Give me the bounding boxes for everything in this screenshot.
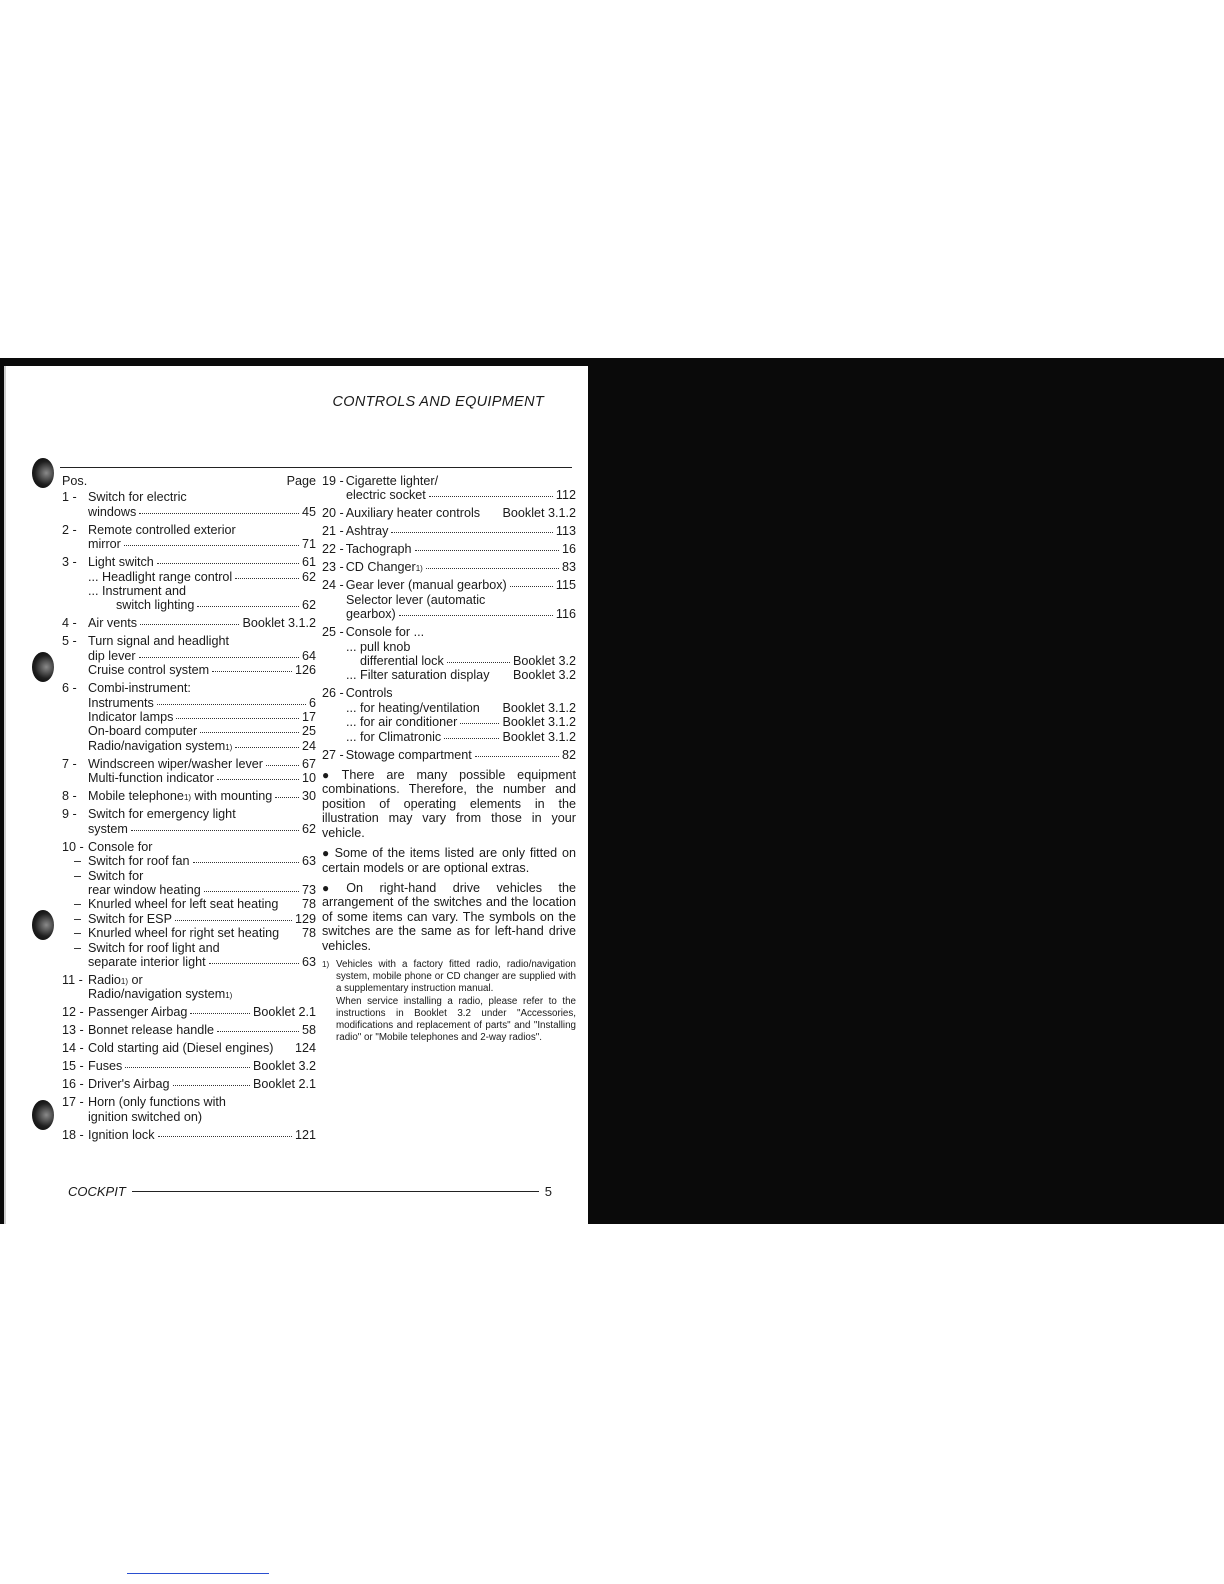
entry-text: Light switch [88,555,154,570]
entry-line [62,840,316,854]
entry-line [62,710,316,724]
footnote-text: When service installing a radio, please refer to the instructions in Booklet 3.2 under "Accessories, modifications and replacement of parts" and "Installing radio" or "Mobile telephones and 2-way radios". [336,995,576,1044]
entry-text: Radio/navigation system [88,987,226,1002]
entry-text: Fuses [88,1059,123,1074]
dot-leader [444,737,499,739]
entry-text: ignition switched on) [88,1109,203,1124]
dot-leader [266,764,299,766]
entry-text: Passenger Airbag [88,1005,188,1020]
page-reference: 17 [301,710,316,725]
entry-text: Combi-instrument: [88,681,191,696]
page-reference: 78 [301,926,316,941]
entry-line [62,1128,316,1142]
entry-text: switch lighting [116,598,195,613]
entry-line [62,941,316,955]
entry-text: Cold starting aid (Diesel engines) [88,1041,274,1056]
entry-text: Knurled wheel for left seat heating [88,897,279,912]
dot-leader [460,722,499,724]
dot-leader [275,796,299,798]
position-number: 26 - [322,686,344,701]
dot-leader [483,514,499,515]
punch-hole-icon [32,652,54,682]
dash-icon: – [74,926,82,941]
page-reference: 58 [301,1023,316,1038]
page-reference: 112 [555,488,576,503]
entry-line [322,607,576,621]
position-entry [62,1005,316,1019]
page-reference: 24 [301,738,316,753]
entry-line [62,807,316,821]
entry-line: 11 - Radio 1) or [62,972,143,987]
dot-leader [190,1012,250,1014]
position-number: 19 - [322,474,344,488]
entry-line [62,897,316,911]
entry-line [322,654,576,668]
entry-text: Turn signal and headlight [88,634,229,649]
page-reference: 115 [555,578,576,593]
position-number: 20 - [322,506,344,521]
position-number: 4 - [62,616,77,631]
dot-leader [197,605,299,607]
note-text: There are many possible equipment combinations. Therefore, the number and position of operating elements in the illustration may vary from those in your vehicle. [322,768,576,840]
entry-text: differential lock [360,654,444,669]
entry-text: Multi-function indicator [88,771,214,786]
entry-line [62,1041,316,1055]
page-reference: Booklet 3.2 [512,668,576,683]
position-number: 22 - [322,542,344,557]
entry-line [322,524,576,538]
entry-line [62,1110,316,1124]
entry-text: Remote controlled exterior [88,522,236,537]
position-number: 13 - [62,1023,84,1038]
entry-line [62,1077,316,1091]
page-reference: Booklet 3.1.2 [502,700,576,715]
entry-line [62,955,316,969]
position-number: 25 - [322,625,344,640]
entry-line [322,686,576,700]
punch-hole-icon [32,458,54,488]
position-entry [62,789,316,803]
entry-text: Ignition lock [88,1127,155,1142]
entry-text: Bonnet release handle [88,1023,215,1038]
bullet-icon: ● [322,880,343,895]
dash-icon: – [74,868,82,883]
entry-line [322,748,576,762]
page-reference: 82 [561,747,576,762]
dot-leader [447,661,510,663]
entry-line [62,681,316,695]
page-reference: 45 [301,504,316,519]
entry-line [62,854,316,868]
right-entry-list [322,474,576,762]
page-reference: Booklet 3.1.2 [502,729,576,744]
footer-title: COCKPIT [68,1184,126,1199]
entry-text: Tachograph [345,542,412,557]
entry-text: Switch for [88,868,144,883]
page-reference: Booklet 3.1.2 [502,506,576,521]
dot-leader [139,656,299,658]
position-entry [62,973,316,1002]
entry-line [62,634,316,648]
entry-text: system [88,821,128,836]
entry-line [62,724,316,738]
entry-text: Console for [88,839,153,854]
entry-line [62,555,316,569]
position-entry [62,1023,316,1037]
page-reference: 129 [294,911,316,926]
note-paragraph [322,881,576,953]
page-reference: 78 [301,897,316,912]
dot-leader [510,585,553,587]
entry-text: Switch for ESP [88,911,172,926]
footnote [322,959,576,1044]
entry-line [322,701,576,715]
entry-line [62,883,316,897]
position-number: 11 - [62,972,83,987]
page-reference: 61 [301,555,316,570]
page-reference: 116 [555,607,576,622]
position-number: 6 - [62,681,77,696]
entry-line: 23 - CD Changer 1) 83 [322,560,576,575]
entry-text: Switch for roof fan [88,854,190,869]
entry-text: Radio/navigation system [88,738,226,753]
note-paragraph [322,768,576,840]
page-reference: 83 [561,560,576,575]
entry-text: Ashtray [345,524,389,539]
position-entry [62,757,316,786]
footnote-text: Vehicles with a factory fitted radio, radio/navigation system, mobile phone or CD changer are supplied with a supplementary instruction manual. [336,958,576,995]
entry-line [322,593,576,607]
position-entry [322,625,576,683]
dot-leader [235,746,299,748]
entry-text: Horn (only functions with [88,1095,226,1110]
position-number: 3 - [62,555,77,570]
position-entry [62,616,316,630]
position-number: 8 - [62,789,77,804]
entry-text: ... for air conditioner [346,715,458,730]
entry-line [62,505,316,519]
page-reference: Booklet 2.1 [252,1077,316,1092]
position-number: 24 - [322,578,344,593]
entry-line: 8 - Mobile telephone 1) with mounting 30 [62,789,316,804]
entry-text: electric socket [346,488,426,503]
page-reference: 67 [301,756,316,771]
page-reference: 126 [294,663,316,678]
bottom-rule [127,1573,269,1574]
entry-line [62,598,316,612]
dot-leader [158,1135,292,1137]
page-reference: 63 [301,854,316,869]
dot-leader [217,778,299,780]
right-column [322,474,576,1044]
left-column [62,474,316,1146]
position-entry [62,807,316,836]
dot-leader [426,567,559,569]
entry-text: Switch for roof light and [88,940,220,955]
entry-text: rear window heating [88,882,201,897]
entry-text: Switch for emergency light [88,807,236,822]
entry-line [62,912,316,926]
position-entry [322,524,576,538]
position-number: 9 - [62,807,77,822]
position-entry [62,1077,316,1091]
entry-text: Controls [345,686,393,701]
entry-line [62,490,316,504]
dot-leader [193,861,299,863]
entry-text: Radio [88,972,121,987]
page-reference: 62 [301,598,316,613]
left-entry-list [62,490,316,1142]
entry-text: with mounting [191,789,273,804]
dot-leader [277,1049,292,1050]
position-number: 15 - [62,1059,84,1074]
page-reference: 73 [301,882,316,897]
running-head: CONTROLS AND EQUIPMENT [332,394,544,410]
position-number: 14 - [62,1041,84,1056]
position-entry [322,686,576,744]
position-entry [62,523,316,552]
entry-text: windows [88,504,137,519]
entry-line [322,542,576,556]
page-reference: Booklet 3.1.2 [242,616,316,631]
column-header [62,474,316,488]
entry-text: gearbox) [346,607,396,622]
page-footer [68,1184,552,1199]
page-reference: 124 [294,1041,316,1056]
entry-text: mirror [88,537,121,552]
page-reference: Booklet 3.1.2 [502,715,576,730]
entry-line [62,869,316,883]
punch-hole-icon [32,910,54,940]
entry-text: dip lever [88,648,136,663]
entry-text: Windscreen wiper/washer lever [88,756,263,771]
entry-text: ... for heating/ventilation [346,700,480,715]
entry-text: separate interior light [88,954,206,969]
position-number: 2 - [62,522,77,537]
position-entry [322,542,576,556]
entry-line [62,523,316,537]
entry-line [62,696,316,710]
entry-line [322,578,576,592]
entry-line [62,1059,316,1073]
dot-leader [493,676,510,677]
position-entry [62,634,316,677]
dot-leader [139,512,299,514]
position-entry [62,1059,316,1073]
position-entry [322,506,576,520]
dot-leader [157,703,306,705]
entry-line [62,822,316,836]
dot-leader [173,1084,250,1086]
position-entry [322,578,576,621]
entry-line [322,640,576,654]
entry-text: Knurled wheel for right set heating [88,926,280,941]
page-reference: Booklet 3.2 [252,1059,316,1074]
page-reference: 30 [301,789,316,804]
bullet-icon: ● [322,846,331,861]
position-entry [62,555,316,613]
dot-leader [391,531,553,533]
entry-text: Driver's Airbag [88,1077,170,1092]
entry-line [62,1005,316,1019]
page-reference: 62 [301,821,316,836]
note-paragraph [322,846,576,875]
page-reference: 63 [301,954,316,969]
entry-line [62,570,316,584]
dash-icon: – [74,911,82,926]
page-reference: 62 [301,569,316,584]
bullet-icon: ● [322,768,338,783]
page-reference: 6 [308,695,316,710]
entry-text: Indicator lamps [88,710,174,725]
entry-text: Cruise control system [88,663,210,678]
entry-line [62,584,316,598]
dot-leader [131,829,299,831]
position-number: 1 - [62,490,77,505]
position-entry [62,681,316,753]
page-reference: 25 [301,724,316,739]
note-text: On right-hand drive vehicles the arrangement of the switches and the location of some items can vary. The symbols on the switches are the same as for left-hand drive vehicles. [322,880,577,953]
page-reference: 113 [555,524,576,539]
entry-text: ... Instrument and [88,584,187,599]
dot-leader [157,562,299,564]
dash-icon: – [74,940,82,955]
entry-line [322,506,576,520]
page-heading: Page [286,474,316,488]
page-reference: 121 [294,1127,316,1142]
position-entry [322,474,576,503]
dot-leader [176,717,299,719]
manual-page [4,366,588,1224]
entry-text: Selector lever (automatic [346,592,486,607]
entry-text: CD Changer [345,560,416,575]
entry-text: ... pull knob [346,639,411,654]
position-entry [322,748,576,762]
position-number: 21 - [322,524,344,539]
dot-leader [125,1066,250,1068]
entry-line [62,1023,316,1037]
dot-leader [212,670,292,672]
entry-line [322,715,576,729]
entry-line [322,668,576,682]
entry-line [62,537,316,551]
entry-line [322,474,576,488]
entry-text: Stowage compartment [345,747,472,762]
position-entry [62,1128,316,1142]
entry-line [62,663,316,677]
entry-line [62,926,316,940]
dash-icon: – [74,854,82,869]
entry-text: Cigarette lighter/ [345,474,439,488]
page-number: 5 [544,1184,552,1199]
footnote-mark: 1) [322,959,330,969]
entry-text: Console for ... [345,625,425,640]
page-reference: 71 [301,537,316,552]
pos-heading: Pos. [62,474,88,488]
entry-line [62,771,316,785]
dot-leader [235,577,299,579]
entry-line [62,616,316,630]
entry-text: ... Headlight range control [88,569,233,584]
entry-line [322,488,576,502]
entry-text: Auxiliary heater controls [345,506,481,521]
entry-line: Radio/navigation system 1) 24 [88,738,316,753]
dot-leader [282,934,299,935]
entry-text: Gear lever (manual gearbox) [345,578,507,593]
entry-line [62,1095,316,1109]
dot-leader [415,549,559,551]
dot-leader [140,623,239,625]
entry-line [322,730,576,744]
dot-leader [124,544,299,546]
dot-leader [204,890,299,892]
position-entry [62,1095,316,1124]
page-reference: 64 [301,648,316,663]
position-number: 23 - [322,560,344,575]
position-entry [62,1041,316,1055]
entry-text: On-board computer [88,724,198,739]
position-number: 7 - [62,756,77,771]
position-number: 12 - [62,1005,84,1020]
entry-text: ... for Climatronic [346,729,442,744]
dot-leader [429,495,553,497]
position-number: 18 - [62,1127,84,1142]
dot-leader [281,905,299,906]
entry-line [62,649,316,663]
page-reference: 16 [561,542,576,557]
entry-line [62,757,316,771]
dot-leader [399,614,553,616]
page-reference: 10 [301,771,316,786]
entry-line: Radio/navigation system 1) [88,987,233,1002]
dot-leader [217,1030,299,1032]
entry-text: Air vents [88,616,137,631]
note-text: Some of the items listed are only fitted on certain models or are optional extras. [322,846,576,875]
position-number: 5 - [62,634,77,649]
dot-leader [475,755,559,757]
footer-rule [132,1191,539,1192]
dash-icon: – [74,897,82,912]
position-number: 27 - [322,747,344,762]
punch-hole-icon [32,1100,54,1130]
position-number: 16 - [62,1077,84,1092]
dot-leader [209,962,299,964]
entry-text: ... Filter saturation display [346,668,490,683]
entry-text: or [128,972,143,987]
entry-text: Mobile telephone [88,789,184,804]
position-number: 10 - [62,839,84,854]
dot-leader [175,919,292,921]
header-rule [60,467,572,468]
entry-text: Instruments [88,695,154,710]
dot-leader [483,709,500,710]
dot-leader [200,731,299,733]
page-reference: Booklet 3.2 [512,654,576,669]
page-reference: Booklet 2.1 [252,1005,316,1020]
position-entry [62,840,316,970]
entry-line [322,625,576,639]
position-entry [62,490,316,519]
entry-text: Switch for electric [88,490,187,505]
position-number: 17 - [62,1095,84,1110]
position-entry [322,560,576,574]
